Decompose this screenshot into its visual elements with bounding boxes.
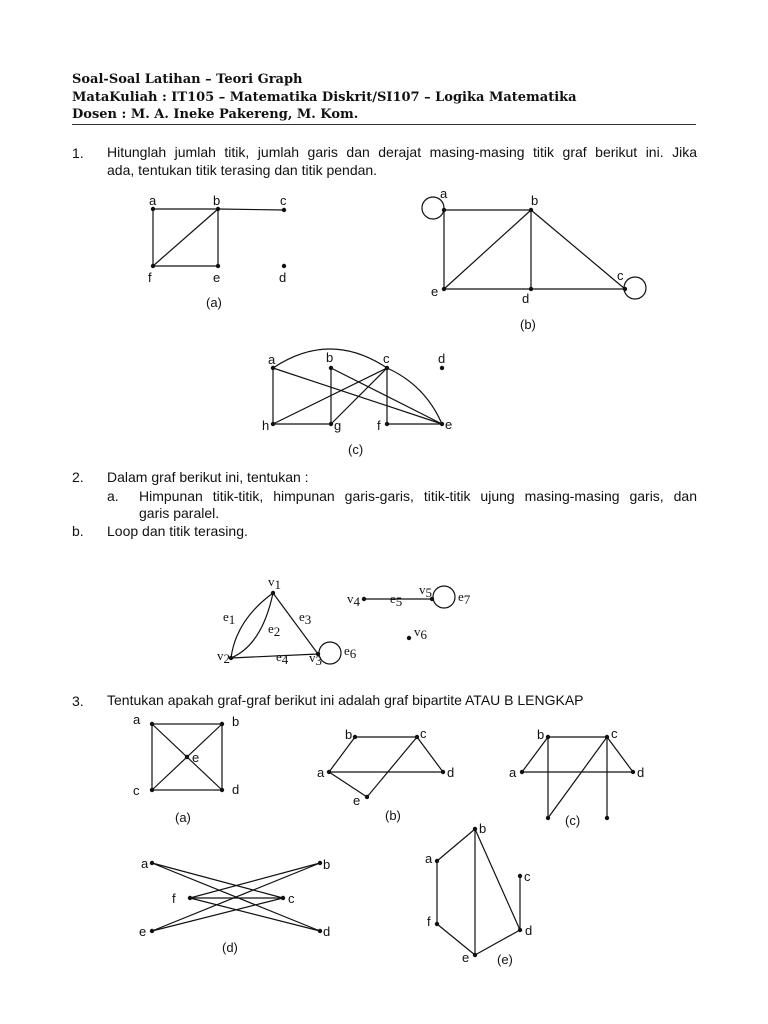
graph-1b	[422, 197, 646, 299]
g3c-label-c: c	[611, 726, 618, 741]
q2b-label: b.	[72, 523, 84, 539]
q2a-line2: garis paralel.	[139, 505, 220, 521]
g2-label-e6-sub: 6	[349, 646, 357, 661]
g2-label-v2-v: v	[217, 648, 224, 663]
g1a-label-e: e	[213, 270, 221, 285]
graph-3d	[152, 863, 320, 931]
graph-1a	[153, 209, 284, 266]
q1-number: 1.	[72, 145, 84, 161]
q1-caption-c: (c)	[348, 442, 364, 457]
g3e-label-c: c	[524, 869, 531, 884]
g3a-label-a: a	[133, 712, 141, 727]
g3b-label-c: c	[420, 726, 427, 741]
g3b-label-d: d	[447, 765, 455, 780]
doc-title: Soal-Soal Latihan – Teori Graph	[72, 72, 303, 87]
g2-label-v4-sub: 4	[353, 594, 360, 609]
g2-label-e7-e: e	[458, 589, 464, 604]
g1b-label-c: c	[617, 268, 624, 283]
g3e-label-d: d	[525, 923, 533, 938]
g3d-label-b: b	[323, 857, 331, 872]
g3c-label-a: a	[509, 765, 517, 780]
svg-text:v6	[414, 624, 428, 642]
svg-text:v3	[309, 650, 322, 668]
svg-text:v5	[419, 582, 432, 600]
g1c-label-h: h	[262, 418, 270, 433]
g3a-label-b: b	[232, 714, 240, 729]
g1c-label-e: e	[445, 417, 453, 432]
g3d-label-e: e	[139, 924, 147, 939]
g2-label-e2-sub: 2	[273, 624, 281, 639]
g3a-label-c: c	[133, 783, 140, 798]
svg-text:e7	[458, 589, 471, 607]
q3-caption-c: (c)	[565, 813, 581, 828]
q2a-label: a.	[107, 488, 119, 504]
q3-text: Tentukan apakah graf-graf berikut ini adalah graf bipartite ATAU B LENGKAP	[107, 692, 584, 708]
g1c-label-a: a	[268, 352, 276, 367]
g2-label-v4-v: v	[347, 591, 354, 606]
q3-caption-e: (e)	[497, 952, 513, 967]
g1c-label-b: b	[326, 350, 334, 365]
g2-label-e3-e: e	[299, 609, 305, 624]
g3a-label-d: d	[232, 782, 240, 797]
g1a-label-f: f	[148, 270, 152, 285]
loop-e6	[319, 642, 341, 664]
graph-3c	[522, 737, 633, 818]
g3e-label-e: e	[462, 950, 470, 965]
g1b-label-b: b	[531, 193, 539, 208]
q2a-line1: Himpunan titik-titik, himpunan garis-garis, titik-titik ujung masing-masing garis, dan	[139, 488, 697, 504]
course-line: MataKuliah : IT105 – Matematika Diskrit/SI107 – Logika Matematika	[72, 90, 577, 105]
g2-label-e4-e: e	[276, 649, 282, 664]
svg-text:e1	[223, 609, 235, 627]
svg-text:v2	[217, 648, 230, 666]
g3d-label-d: d	[323, 924, 331, 939]
g1c-label-c: c	[383, 351, 390, 366]
g3b-label-a: a	[317, 765, 325, 780]
q1-text-line1: Hitunglah jumlah titik, jumlah garis dan derajat masing-masing titik graf berikut ini. Jika	[107, 144, 697, 160]
graph-3b	[329, 737, 443, 797]
q3-number: 3.	[72, 693, 84, 709]
g1b-label-e: e	[431, 284, 439, 299]
g3d-label-f: f	[172, 891, 176, 906]
q3-caption-a: (a)	[175, 810, 191, 825]
g3c-label-b: b	[537, 727, 545, 742]
g3d-label-c: c	[288, 891, 295, 906]
lecturer-line: Dosen : M. A. Ineke Pakereng, M. Kom.	[72, 107, 359, 122]
g1a-label-d: d	[279, 270, 287, 285]
g3c-label-d: d	[637, 765, 645, 780]
g3d-label-a: a	[141, 856, 149, 871]
g1a-label-c: c	[280, 193, 287, 208]
q3-caption-b: (b)	[385, 808, 401, 823]
svg-text:e4	[276, 649, 289, 667]
svg-text:v4	[347, 591, 361, 609]
g3b-label-b: b	[345, 727, 353, 742]
q3-caption-d: (d)	[222, 940, 238, 955]
g2-label-v2-sub: 2	[223, 651, 230, 666]
g2-label-e5-e: e	[390, 591, 396, 606]
q1-caption-a: (a)	[206, 295, 222, 310]
g3b-label-e: e	[353, 793, 361, 808]
g2-label-e4-sub: 4	[281, 652, 289, 667]
g2-label-e3-sub: 3	[304, 612, 312, 627]
g1c-label-f: f	[377, 418, 381, 433]
loop-e7	[433, 586, 455, 608]
graph-2	[228, 586, 455, 664]
q2-intro: Dalam graf berikut ini, tentukan :	[107, 469, 309, 485]
svg-text:v1	[268, 574, 281, 592]
graph-1c	[273, 349, 442, 424]
g1c-label-g: g	[334, 418, 342, 433]
g1b-label-a: a	[440, 186, 448, 201]
q2b-text: Loop dan titik terasing.	[107, 523, 248, 539]
svg-text:e3	[299, 609, 311, 627]
g2-label-v5-sub: 5	[425, 585, 432, 600]
g2-label-v5-v: v	[419, 582, 426, 597]
loop-c	[624, 277, 646, 299]
g1a-label-b: b	[213, 193, 221, 208]
g1a-label-a: a	[149, 193, 157, 208]
g3e-label-a: a	[425, 851, 433, 866]
g2-label-e5-sub: 5	[395, 594, 403, 609]
q1-text-line2: ada, tentukan titik terasing dan titik pendan.	[107, 162, 378, 178]
g2-label-e2-e: e	[268, 621, 274, 636]
g2-label-e1-e: e	[223, 609, 229, 624]
g2-label-v3-sub: 3	[315, 653, 322, 668]
svg-text:e2	[268, 621, 280, 639]
g1b-label-d: d	[522, 291, 530, 306]
q2-number: 2.	[72, 469, 84, 485]
q1-caption-b: (b)	[520, 317, 536, 332]
g2-label-e1-sub: 1	[228, 612, 236, 627]
g2-label-v1-sub: 1	[274, 577, 281, 592]
g2-label-v3-v: v	[309, 650, 316, 665]
g2-label-v6-sub: 6	[420, 627, 427, 642]
g3a-label-e: e	[192, 750, 200, 765]
graph-3e	[437, 829, 520, 955]
g2-label-v6-v: v	[414, 624, 421, 639]
g2-label-v1-v: v	[268, 574, 275, 589]
g1c-label-d: d	[438, 351, 446, 366]
svg-text:e6	[344, 643, 357, 661]
svg-text:e5	[390, 591, 402, 609]
g2-label-e6-e: e	[344, 643, 350, 658]
g2-label-e7-sub: 7	[463, 592, 471, 607]
g3e-label-b: b	[479, 821, 487, 836]
g3e-label-f: f	[427, 914, 431, 929]
